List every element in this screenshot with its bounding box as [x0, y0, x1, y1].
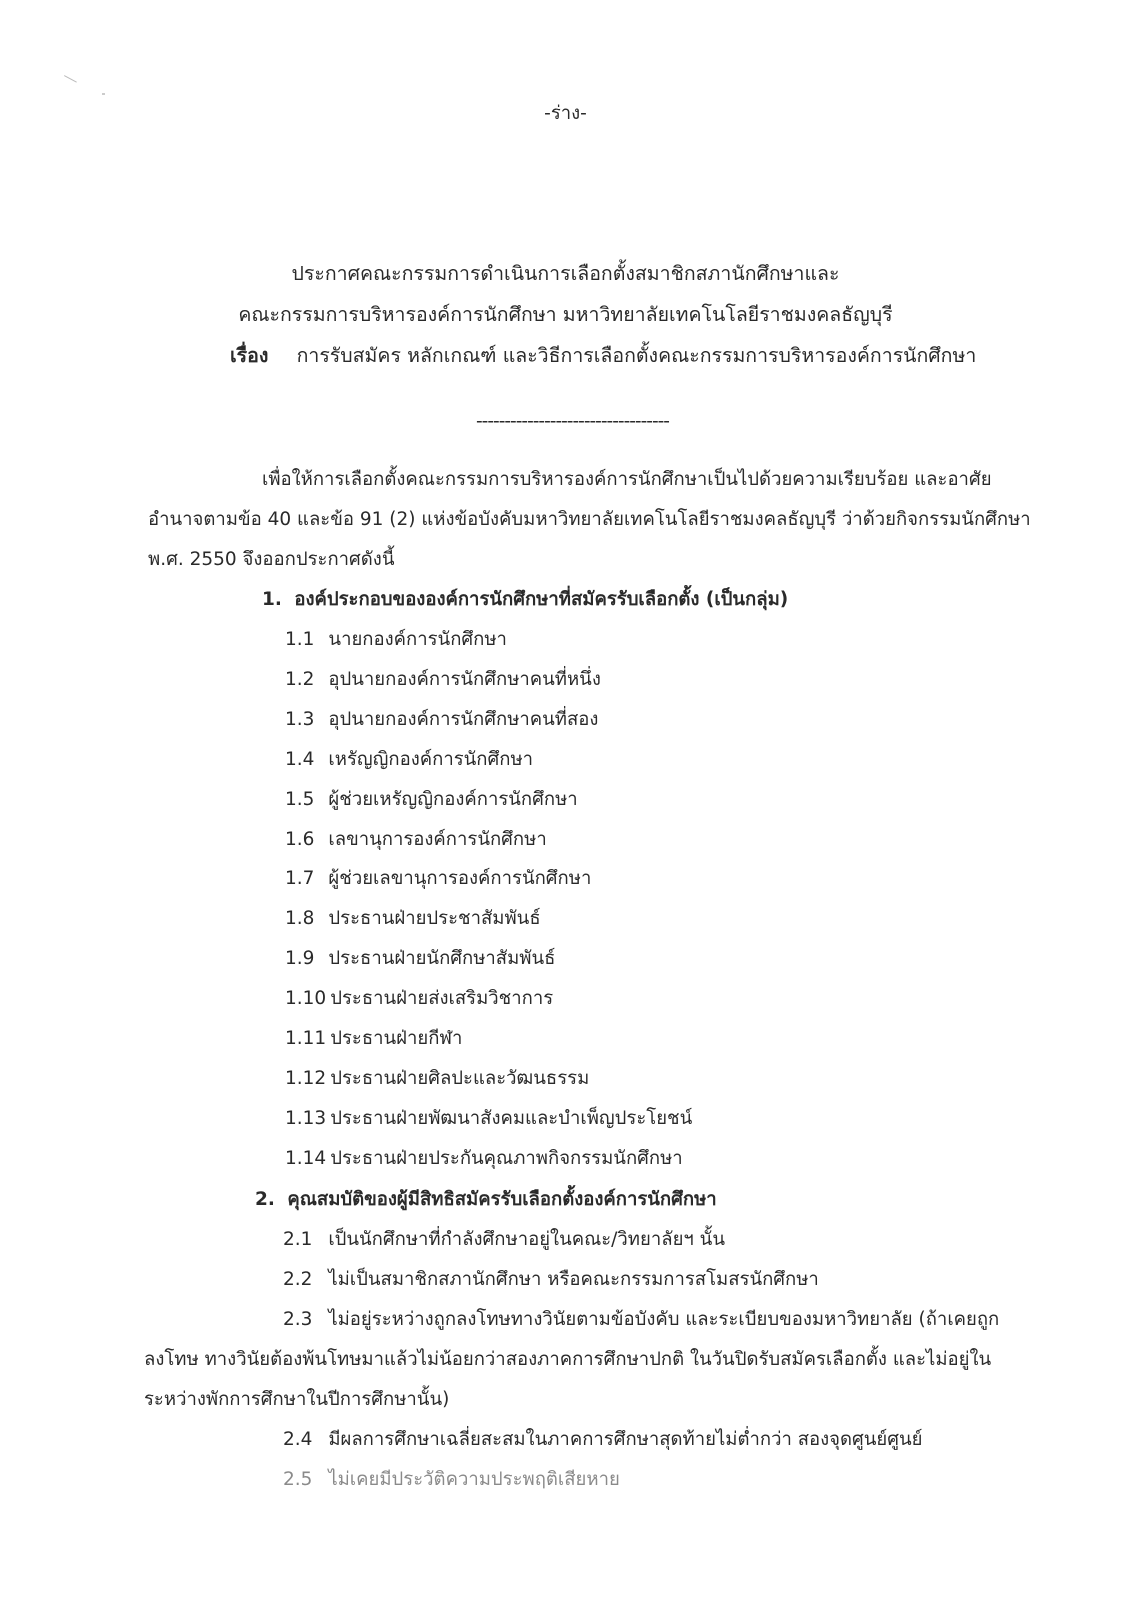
item-number: 1.7 — [285, 868, 315, 889]
item-text: ไม่เป็นสมาชิกสภานักศึกษา หรือคณะกรรมการสโมสรนักศึกษา — [328, 1269, 819, 1290]
item-text: ไม่เคยมีประวัติความประพฤติเสียหาย — [328, 1469, 620, 1490]
item-text: อุปนายกองค์การนักศึกษาคนที่สอง — [328, 709, 599, 730]
subject-line — [230, 344, 976, 368]
item-text: ประธานฝ่ายศิลปะและวัฒนธรรม — [330, 1068, 590, 1089]
list-item-1-11 — [285, 1027, 462, 1051]
section-2-number: 2. — [255, 1189, 275, 1210]
list-item-2-3 — [283, 1308, 999, 1332]
item-text: ประธานฝ่ายประกันคุณภาพกิจกรรมนักศึกษา — [330, 1148, 683, 1169]
list-item-1-14 — [285, 1147, 683, 1171]
item-number: 1.6 — [285, 829, 315, 850]
list-item-1-3 — [285, 708, 598, 732]
header-line-2: คณะกรรมการบริหารองค์การนักศึกษา มหาวิทยาลัยเทคโนโลยีราชมงคลธัญบุรี — [238, 303, 893, 326]
list-item-1-9 — [285, 947, 555, 971]
list-item-2-2 — [283, 1268, 819, 1292]
item-number: 1.14 — [285, 1148, 327, 1169]
list-item-1-8 — [285, 907, 541, 931]
section-1-heading — [262, 588, 788, 612]
list-item-1-2 — [285, 668, 601, 692]
item-text: นายกองค์การนักศึกษา — [328, 629, 507, 650]
list-item-1-10 — [285, 987, 553, 1011]
section-2-title: คุณสมบัติของผู้มีสิทธิสมัครรับเลือกตั้งองค์การนักศึกษา — [287, 1189, 717, 1210]
item-number: 1.8 — [285, 908, 315, 929]
item-number: 1.10 — [285, 988, 327, 1009]
list-item-1-1 — [285, 628, 507, 652]
draft-mark: -ร่าง- — [544, 103, 587, 124]
item-number: 1.2 — [285, 669, 315, 690]
item-text: อุปนายกองค์การนักศึกษาคนที่หนึ่ง — [328, 669, 601, 690]
item-text: ผู้ช่วยเหรัญญิกองค์การนักศึกษา — [328, 789, 578, 810]
item-text: ประธานฝ่ายพัฒนาสังคมและบำเพ็ญประโยชน์ — [330, 1108, 693, 1129]
item-number: 2.3 — [283, 1309, 313, 1330]
list-item-1-12 — [285, 1067, 589, 1091]
item-text: เหรัญญิกองค์การนักศึกษา — [328, 749, 534, 770]
list-item-2-3-cont-2: ระหว่างพักการศึกษาในปีการศึกษานั้น) — [144, 1389, 450, 1410]
item-text: มีผลการศึกษาเฉลี่ยสะสมในภาคการศึกษาสุดท้ายไม่ต่ำกว่า สองจุดศูนย์ศูนย์ — [328, 1429, 923, 1450]
list-item-1-5 — [285, 788, 578, 812]
item-text: ประธานฝ่ายกีฬา — [330, 1028, 463, 1049]
item-number: 1.13 — [285, 1108, 327, 1129]
list-item-1-4 — [285, 748, 533, 772]
item-text: ประธานฝ่ายประชาสัมพันธ์ — [328, 908, 541, 929]
subject-text: การรับสมัคร หลักเกณฑ์ และวิธีการเลือกตั้งคณะกรรมการบริหารองค์การนักศึกษา — [296, 344, 977, 367]
list-item-2-3-cont-1: ลงโทษ ทางวินัยต้องพ้นโทษมาแล้วไม่น้อยกว่าสองภาคการศึกษาปกติ ในวันปิดรับสมัครเลือกตั้ง และไม่อยู่ใน — [144, 1349, 992, 1370]
item-number: 2.5 — [283, 1469, 313, 1490]
intro-line-1: เพื่อให้การเลือกตั้งคณะกรรมการบริหารองค์การนักศึกษาเป็นไปด้วยความเรียบร้อย และอาศัย — [262, 469, 992, 490]
list-item-1-6 — [285, 828, 547, 852]
intro-line-2: อำนาจตามข้อ 40 และข้อ 91 (2) แห่งข้อบังคับมหาวิทยาลัยเทคโนโลยีราชมงคลธัญบุรี ว่าด้วยกิจกรรมนักศึกษา — [148, 509, 1031, 530]
item-text: ไม่อยู่ระหว่างถูกลงโทษทางวินัยตามข้อบังคับ และระเบียบของมหาวิทยาลัย (ถ้าเคยถูก — [328, 1309, 1000, 1330]
item-text: ประธานฝ่ายส่งเสริมวิชาการ — [330, 988, 554, 1009]
header-line-1: ประกาศคณะกรรมการดำเนินการเลือกตั้งสมาชิกสภานักศึกษาและ — [291, 262, 840, 285]
item-number: 1.1 — [285, 629, 315, 650]
item-number: 2.2 — [283, 1269, 313, 1290]
item-text: เป็นนักศึกษาที่กำลังศึกษาอยู่ในคณะ/วิทยาลัยฯ นั้น — [328, 1229, 725, 1250]
scan-speck — [102, 93, 105, 95]
list-item-2-4 — [283, 1428, 922, 1452]
list-item-2-1 — [283, 1228, 725, 1252]
item-number: 1.12 — [285, 1068, 327, 1089]
item-number: 2.1 — [283, 1229, 313, 1250]
section-1-title: องค์ประกอบขององค์การนักศึกษาที่สมัครรับเลือกตั้ง (เป็นกลุ่ม) — [294, 589, 789, 610]
separator-line: ---------------------------------- — [476, 411, 669, 432]
item-number: 1.9 — [285, 948, 315, 969]
item-number: 1.5 — [285, 789, 315, 810]
list-item-2-5 — [283, 1468, 620, 1492]
section-2-heading — [255, 1188, 717, 1212]
item-number: 1.4 — [285, 749, 315, 770]
subject-label: เรื่อง — [230, 344, 269, 367]
item-text: ผู้ช่วยเลขานุการองค์การนักศึกษา — [328, 868, 592, 889]
section-1-number: 1. — [262, 589, 282, 610]
item-number: 1.3 — [285, 709, 315, 730]
item-number: 1.11 — [285, 1028, 327, 1049]
list-item-1-7 — [285, 867, 591, 891]
intro-line-3: พ.ศ. 2550 จึงออกประกาศดังนี้ — [148, 549, 395, 570]
item-number: 2.4 — [283, 1429, 313, 1450]
item-text: ประธานฝ่ายนักศึกษาสัมพันธ์ — [328, 948, 556, 969]
scan-speck — [61, 75, 77, 88]
list-item-1-13 — [285, 1107, 692, 1131]
item-text: เลขานุการองค์การนักศึกษา — [328, 829, 547, 850]
